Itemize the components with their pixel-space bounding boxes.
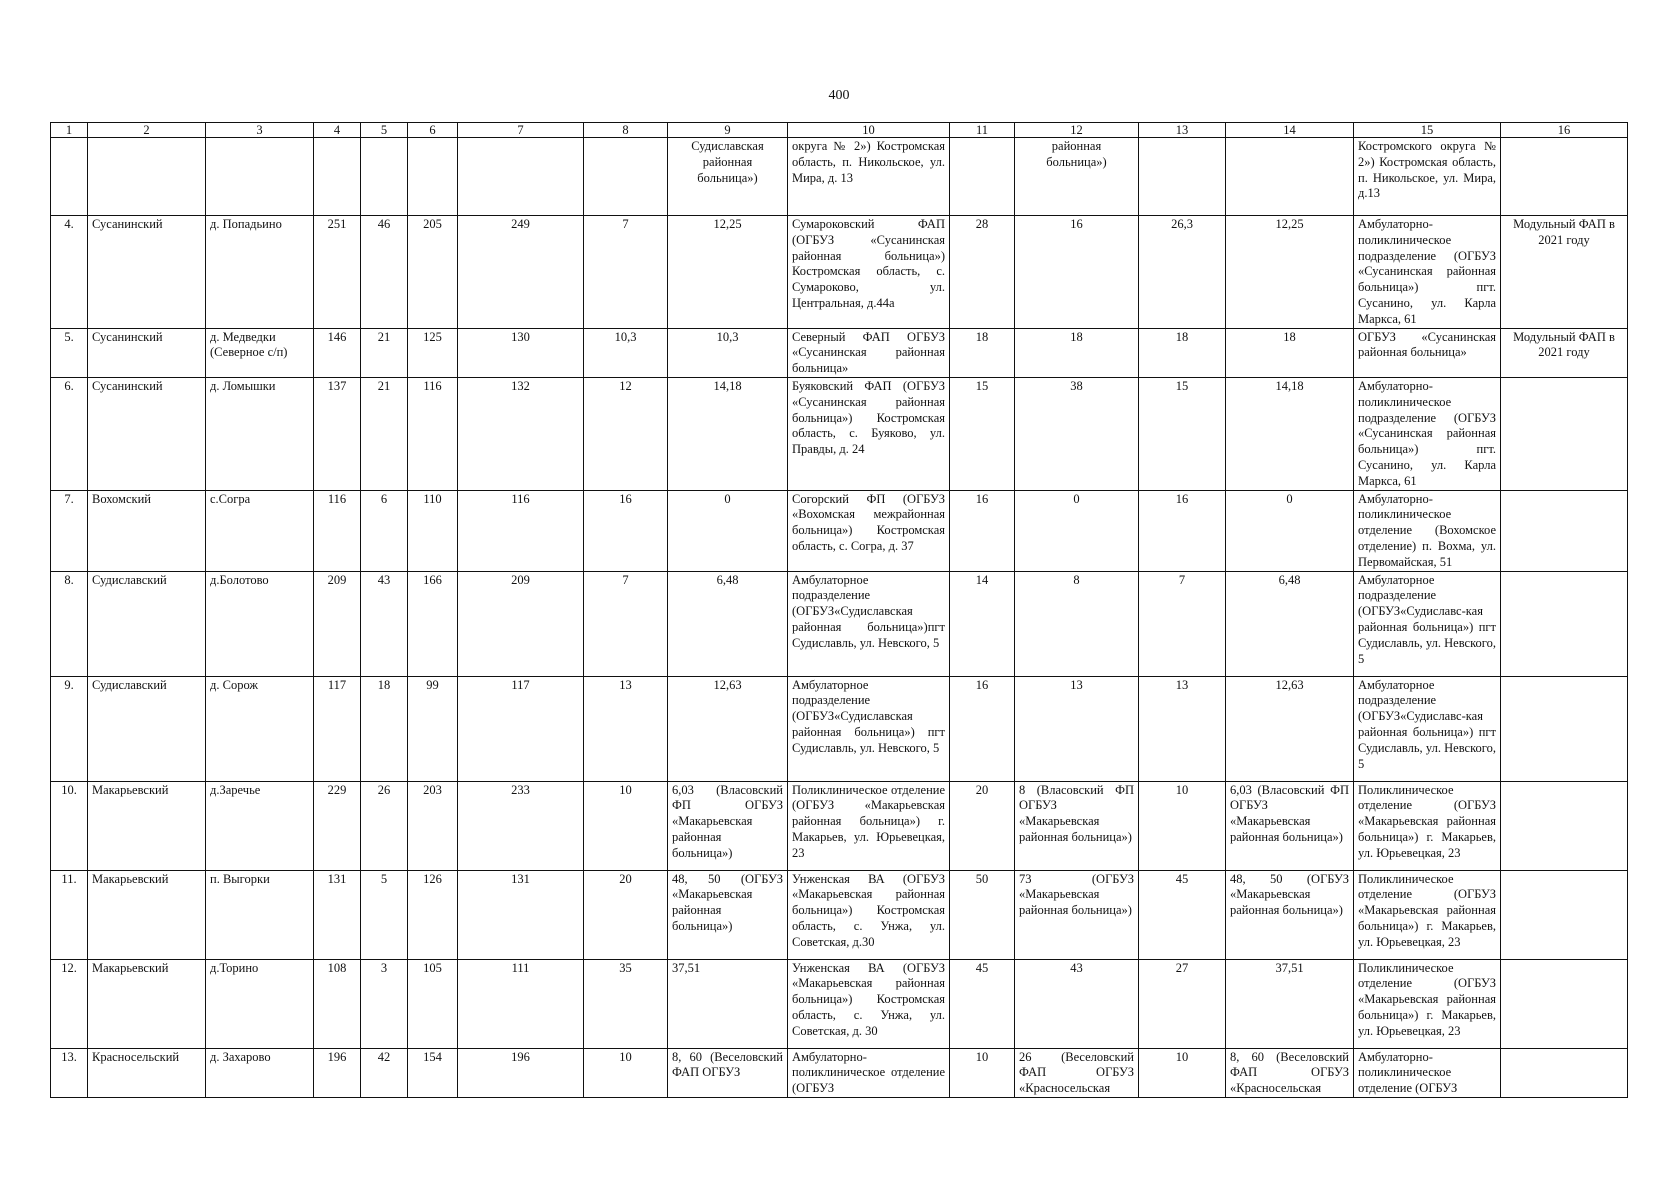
column-header: 3 [206,123,314,138]
table-cell-col-11: 14 [950,571,1015,676]
table-cell-col-4: 209 [314,571,361,676]
table-cell-col-4: 117 [314,676,361,781]
table-cell-col-14: 8, 60 (Веселовский ФАП ОГБУЗ «Красносельская [1226,1048,1354,1097]
table-cell-col-14: 37,51 [1226,959,1354,1048]
table-cell-col-11 [950,138,1015,216]
table-cell-col-16: Модульный ФАП в 2021 году [1501,216,1628,329]
table-cell-col-5: 6 [361,490,408,571]
column-header: 7 [458,123,584,138]
column-header: 6 [408,123,458,138]
table-cell-col-4: 108 [314,959,361,1048]
table-cell-col-9: 14,18 [668,377,788,490]
table-cell-col-15: ОГБУЗ «Сусанинская районная больница» [1354,328,1501,377]
column-header: 4 [314,123,361,138]
table-cell-col-13: 10 [1139,1048,1226,1097]
table-cell-col-10: Поликлиническое отделение (ОГБУЗ «Макарьевская районная больница») г. Макарьев, ул. Юрьевецкая, 23 [788,781,950,870]
table-cell-col-15: Амбулаторное подразделение (ОГБУЗ«Судиславс-кая районная больница») пгт Судиславль, ул. Невского, 5 [1354,571,1501,676]
table-cell-col-3: д. Попадьино [206,216,314,329]
data-table [50,122,1628,1098]
table-cell-col-4: 137 [314,377,361,490]
table-cell-col-6: 125 [408,328,458,377]
table-row [51,138,1628,216]
table-cell-col-9: 10,3 [668,328,788,377]
table-row [51,377,1628,490]
table-cell-col-13: 13 [1139,676,1226,781]
table-cell-col-14: 14,18 [1226,377,1354,490]
table-cell-col-10: округа № 2») Костромская область, п. Никольское, ул. Мира, д. 13 [788,138,950,216]
table-cell-col-4: 116 [314,490,361,571]
table-cell-col-11: 16 [950,676,1015,781]
table-cell-col-8: 20 [584,870,668,959]
table-cell-col-6: 116 [408,377,458,490]
column-header: 10 [788,123,950,138]
table-cell-col-13: 16 [1139,490,1226,571]
table-cell-col-9: 12,63 [668,676,788,781]
table-cell-col-2: Судиславский [88,571,206,676]
table-cell-col-1: 9. [51,676,88,781]
column-header: 11 [950,123,1015,138]
header-row [51,123,1628,138]
table-cell-col-16 [1501,490,1628,571]
table-cell-col-10: Буяковский ФАП (ОГБУЗ «Сусанинская районная больница») Костромская область, с. Буяково, ул. Правды, д. 24 [788,377,950,490]
table-cell-col-12: 16 [1015,216,1139,329]
table-row [51,781,1628,870]
table-cell-col-13: 18 [1139,328,1226,377]
table-row [51,216,1628,329]
table-cell-col-7: 233 [458,781,584,870]
table-cell-col-13 [1139,138,1226,216]
table-cell-col-1: 6. [51,377,88,490]
table-cell-col-13: 7 [1139,571,1226,676]
table-cell-col-2: Макарьевский [88,781,206,870]
table-cell-col-2: Макарьевский [88,959,206,1048]
table-cell-col-5: 3 [361,959,408,1048]
table-cell-col-14: 18 [1226,328,1354,377]
table-cell-col-11: 28 [950,216,1015,329]
table-cell-col-3: д.Заречье [206,781,314,870]
table-cell-col-5: 5 [361,870,408,959]
table-cell-col-8: 10 [584,781,668,870]
table-cell-col-10: Амбулаторно-поликлиническое отделение (ОГБУЗ [788,1048,950,1097]
table-cell-col-1: 10. [51,781,88,870]
table-cell-col-6: 154 [408,1048,458,1097]
table-cell-col-14: 6,03 (Власовский ФП ОГБУЗ «Макарьевская районная больница») [1226,781,1354,870]
table-cell-col-9: 6,48 [668,571,788,676]
table-cell-col-2: Макарьевский [88,870,206,959]
table-cell-col-15: Амбулаторно-поликлиническое отделение (Вохомское отделение) п. Вохма, ул. Первомайская, 51 [1354,490,1501,571]
table-cell-col-8: 7 [584,571,668,676]
table-cell-col-8: 35 [584,959,668,1048]
table-cell-col-16 [1501,781,1628,870]
table-cell-col-5: 42 [361,1048,408,1097]
table-cell-col-15: Поликлиническое отделение (ОГБУЗ «Макарьевская районная больница») г. Макарьев, ул. Юрьевецкая, 23 [1354,870,1501,959]
table-cell-col-4: 229 [314,781,361,870]
table-cell-col-6: 203 [408,781,458,870]
table-cell-col-9: 0 [668,490,788,571]
table-cell-col-13: 27 [1139,959,1226,1048]
table-cell-col-11: 45 [950,959,1015,1048]
table-cell-col-11: 15 [950,377,1015,490]
table-cell-col-7: 132 [458,377,584,490]
table-row [51,870,1628,959]
table-cell-col-12: 73 (ОГБУЗ «Макарьевская районная больница») [1015,870,1139,959]
table-cell-col-14: 12,25 [1226,216,1354,329]
table-cell-col-8: 13 [584,676,668,781]
table-cell-col-12: 26 (Веселовский ФАП ОГБУЗ «Красносельская [1015,1048,1139,1097]
table-cell-col-5: 46 [361,216,408,329]
table-cell-col-10: Унженская ВА (ОГБУЗ «Макарьевская районная больница») Костромская область, с. Унжа, ул. Советская, д.30 [788,870,950,959]
table-cell-col-16 [1501,1048,1628,1097]
table-cell-col-10: Согорский ФП (ОГБУЗ «Вохомская межрайонная больница») Костромская область, с. Согра, д. 37 [788,490,950,571]
table-cell-col-1: 8. [51,571,88,676]
table-cell-col-7: 209 [458,571,584,676]
page-number: 400 [828,88,850,103]
table-cell-col-1: 5. [51,328,88,377]
table-cell-col-8: 12 [584,377,668,490]
table-cell-col-7: 130 [458,328,584,377]
table-cell-col-4: 196 [314,1048,361,1097]
table-cell-col-12: 38 [1015,377,1139,490]
table-cell-col-8 [584,138,668,216]
table-cell-col-7: 117 [458,676,584,781]
table-cell-col-13: 26,3 [1139,216,1226,329]
table-cell-col-8: 10 [584,1048,668,1097]
table-cell-col-5: 18 [361,676,408,781]
column-header: 2 [88,123,206,138]
table-cell-col-10: Унженская ВА (ОГБУЗ «Макарьевская районная больница») Костромская область, с. Унжа, ул. Советская, д. 30 [788,959,950,1048]
column-header: 8 [584,123,668,138]
table-cell-col-8: 16 [584,490,668,571]
table-cell-col-10: Сумароковский ФАП (ОГБУЗ «Сусанинская районная больница») Костромская область, с. Сумароково, ул. Центральная, д.44а [788,216,950,329]
table-row [51,571,1628,676]
table-cell-col-15: Амбулаторно-поликлиническое подразделение (ОГБУЗ «Сусанинская районная больница») пгт. Сусанино, ул. Карла Маркса, 61 [1354,216,1501,329]
table-row [51,1048,1628,1097]
table-cell-col-3 [206,138,314,216]
table-cell-col-7: 249 [458,216,584,329]
table-cell-col-9: 8, 60 (Веселовский ФАП ОГБУЗ [668,1048,788,1097]
table-cell-col-8: 7 [584,216,668,329]
table-cell-col-3: д.Болотово [206,571,314,676]
table-cell-col-14: 0 [1226,490,1354,571]
table-cell-col-3: п. Выгорки [206,870,314,959]
table-cell-col-9: 12,25 [668,216,788,329]
table-cell-col-11: 18 [950,328,1015,377]
table-cell-col-2 [88,138,206,216]
table-cell-col-2: Сусанинский [88,216,206,329]
table-cell-col-3: д. Захарово [206,1048,314,1097]
table-row [51,490,1628,571]
table-cell-col-1: 13. [51,1048,88,1097]
column-header: 9 [668,123,788,138]
table-row [51,959,1628,1048]
table-cell-col-10: Амбулаторное подразделение (ОГБУЗ«Судиславская районная больница»)пгт Судиславль, ул. Невского, 5 [788,571,950,676]
table-cell-col-12: 0 [1015,490,1139,571]
column-header: 12 [1015,123,1139,138]
table-cell-col-4: 131 [314,870,361,959]
table-cell-col-12: 8 (Власовский ФП ОГБУЗ «Макарьевская районная больница») [1015,781,1139,870]
table-cell-col-9: Судиславская районная больница») [668,138,788,216]
table-cell-col-3: с.Согра [206,490,314,571]
table-cell-col-13: 10 [1139,781,1226,870]
table-cell-col-12: 43 [1015,959,1139,1048]
table-cell-col-12: 18 [1015,328,1139,377]
table-cell-col-11: 16 [950,490,1015,571]
table-cell-col-14: 12,63 [1226,676,1354,781]
table-cell-col-3: д.Торино [206,959,314,1048]
column-header: 5 [361,123,408,138]
table-cell-col-13: 45 [1139,870,1226,959]
table-cell-col-15: Амбулаторное подразделение (ОГБУЗ«Судиславс-кая районная больница») пгт Судиславль, ул. Невского, 5 [1354,676,1501,781]
table-cell-col-7 [458,138,584,216]
table-cell-col-16 [1501,959,1628,1048]
table-cell-col-12: 8 [1015,571,1139,676]
table-cell-col-16 [1501,676,1628,781]
table-cell-col-2: Красносельский [88,1048,206,1097]
table-cell-col-7: 131 [458,870,584,959]
table-row [51,676,1628,781]
table-cell-col-16 [1501,571,1628,676]
table-cell-col-5: 21 [361,377,408,490]
table-cell-col-15: Поликлиническое отделение (ОГБУЗ «Макарьевская районная больница») г. Макарьев, ул. Юрьевецкая, 23 [1354,959,1501,1048]
table-cell-col-4 [314,138,361,216]
table-cell-col-8: 10,3 [584,328,668,377]
table-cell-col-9: 48, 50 (ОГБУЗ «Макарьевская районная больница») [668,870,788,959]
table-cell-col-16 [1501,377,1628,490]
table-cell-col-1: 12. [51,959,88,1048]
table-cell-col-15: Поликлиническое отделение (ОГБУЗ «Макарьевская районная больница») г. Макарьев, ул. Юрьевецкая, 23 [1354,781,1501,870]
column-header: 1 [51,123,88,138]
table-cell-col-5 [361,138,408,216]
table-cell-col-12: 13 [1015,676,1139,781]
table-cell-col-2: Судиславский [88,676,206,781]
table-cell-col-6 [408,138,458,216]
table-cell-col-7: 111 [458,959,584,1048]
table-cell-col-5: 21 [361,328,408,377]
table-cell-col-3: д. Сорож [206,676,314,781]
table-cell-col-14: 48, 50 (ОГБУЗ «Макарьевская районная больница») [1226,870,1354,959]
table-cell-col-6: 166 [408,571,458,676]
table-cell-col-9: 37,51 [668,959,788,1048]
table-row [51,328,1628,377]
table-cell-col-14: 6,48 [1226,571,1354,676]
table-cell-col-10: Амбулаторное подразделение (ОГБУЗ«Судиславская районная больница») пгт Судиславль, ул. Невского, 5 [788,676,950,781]
table-cell-col-5: 43 [361,571,408,676]
table-cell-col-13: 15 [1139,377,1226,490]
table-cell-col-6: 126 [408,870,458,959]
table-cell-col-5: 26 [361,781,408,870]
table-cell-col-6: 105 [408,959,458,1048]
table-cell-col-11: 20 [950,781,1015,870]
column-header: 13 [1139,123,1226,138]
table-cell-col-10: Северный ФАП ОГБУЗ «Сусанинская районная больница» [788,328,950,377]
column-header: 14 [1226,123,1354,138]
table-cell-col-15: Амбулаторно-поликлиническое подразделение (ОГБУЗ «Сусанинская районная больница») пгт. Сусанино, ул. Карла Маркса, 61 [1354,377,1501,490]
table-cell-col-6: 99 [408,676,458,781]
table-cell-col-16 [1501,138,1628,216]
table-cell-col-7: 116 [458,490,584,571]
table-cell-col-2: Сусанинский [88,328,206,377]
table-cell-col-12: районная больница») [1015,138,1139,216]
table-cell-col-1: 4. [51,216,88,329]
column-header: 15 [1354,123,1501,138]
table-cell-col-6: 110 [408,490,458,571]
table-cell-col-14 [1226,138,1354,216]
table-cell-col-1: 7. [51,490,88,571]
table-cell-col-6: 205 [408,216,458,329]
table-cell-col-1: 11. [51,870,88,959]
table-cell-col-2: Сусанинский [88,377,206,490]
table-cell-col-1 [51,138,88,216]
table-cell-col-15: Костромского округа № 2») Костромская область, п. Никольское, ул. Мира, д.13 [1354,138,1501,216]
column-header: 16 [1501,123,1628,138]
table-cell-col-15: Амбулаторно-поликлиническое отделение (ОГБУЗ [1354,1048,1501,1097]
table-cell-col-7: 196 [458,1048,584,1097]
table-cell-col-3: д. Ломышки [206,377,314,490]
table-cell-col-11: 50 [950,870,1015,959]
table-cell-col-11: 10 [950,1048,1015,1097]
table-cell-col-16: Модульный ФАП в 2021 году [1501,328,1628,377]
table-cell-col-9: 6,03 (Власовский ФП ОГБУЗ «Макарьевская районная больница») [668,781,788,870]
table-cell-col-2: Вохомский [88,490,206,571]
table-cell-col-3: д. Медведки (Северное с/п) [206,328,314,377]
table-cell-col-16 [1501,870,1628,959]
table-cell-col-4: 146 [314,328,361,377]
table-cell-col-4: 251 [314,216,361,329]
